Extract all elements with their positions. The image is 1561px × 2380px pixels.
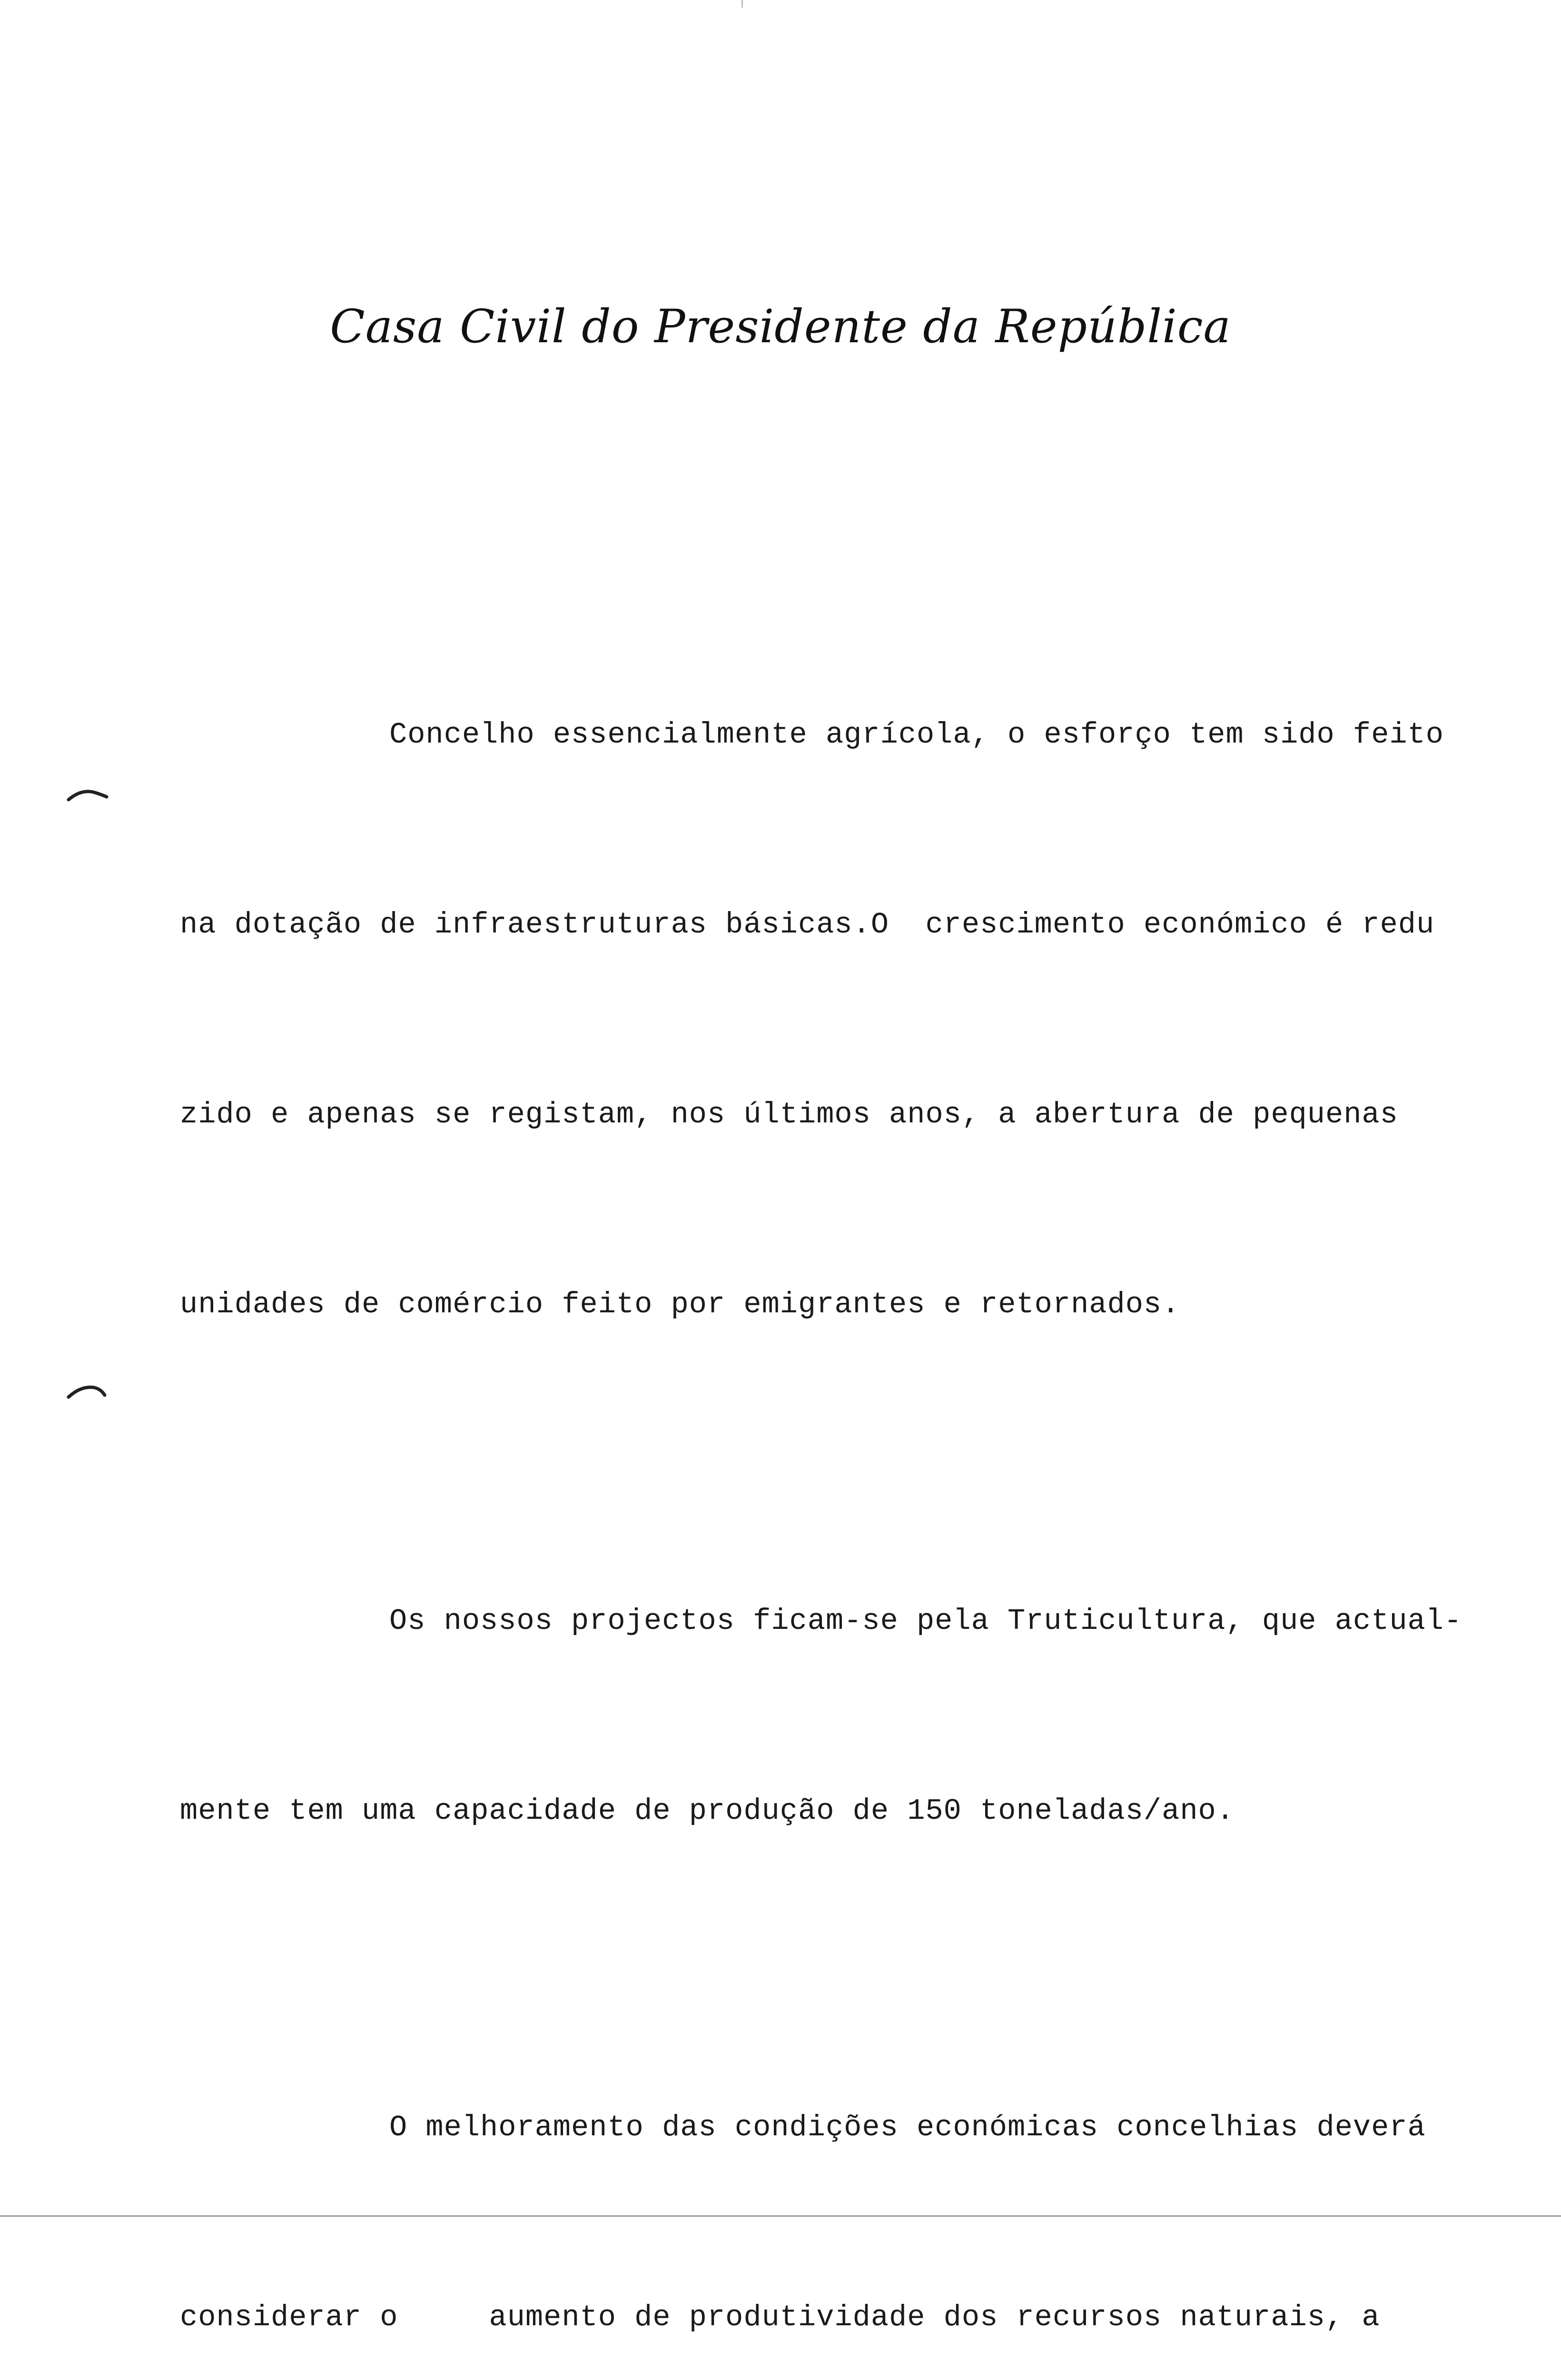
- paragraph-2-line-2: mente tem uma capacidade de produção de 150 toneladas/ano.: [180, 1794, 1235, 1828]
- paragraph-3-line-1: O melhoramento das condições económicas concelhias deverá: [389, 2111, 1426, 2144]
- paragraph-3-line-2: considerar o aumento de produtividade dos recursos naturais, a: [180, 2301, 1380, 2334]
- paragraph-1-line-4: unidades de comércio feito por emigrantes e retornados.: [180, 1288, 1180, 1321]
- letterhead: Casa Civil do Presidente da República: [330, 300, 1231, 353]
- paragraph-1-line-1: Concelho essencialmente agrícola, o esforço tem sido feito: [389, 718, 1444, 752]
- scan-mark-top: [741, 0, 743, 8]
- punch-hole-mark-upper: [67, 785, 109, 804]
- paragraph-1-line-3: zido e apenas se registam, nos últimos anos, a abertura de pequenas: [180, 1098, 1398, 1131]
- letter-body: [180, 513, 1531, 2380]
- punch-hole-mark-lower: [67, 1383, 109, 1402]
- page-bottom-edge: [0, 2215, 1561, 2217]
- paragraph-1-line-2: na dotação de infraestruturas básicas.O crescimento económico é redu: [180, 908, 1435, 942]
- paragraph-2-line-1: Os nossos projectos ficam-se pela Truticultura, que actual-: [389, 1604, 1462, 1638]
